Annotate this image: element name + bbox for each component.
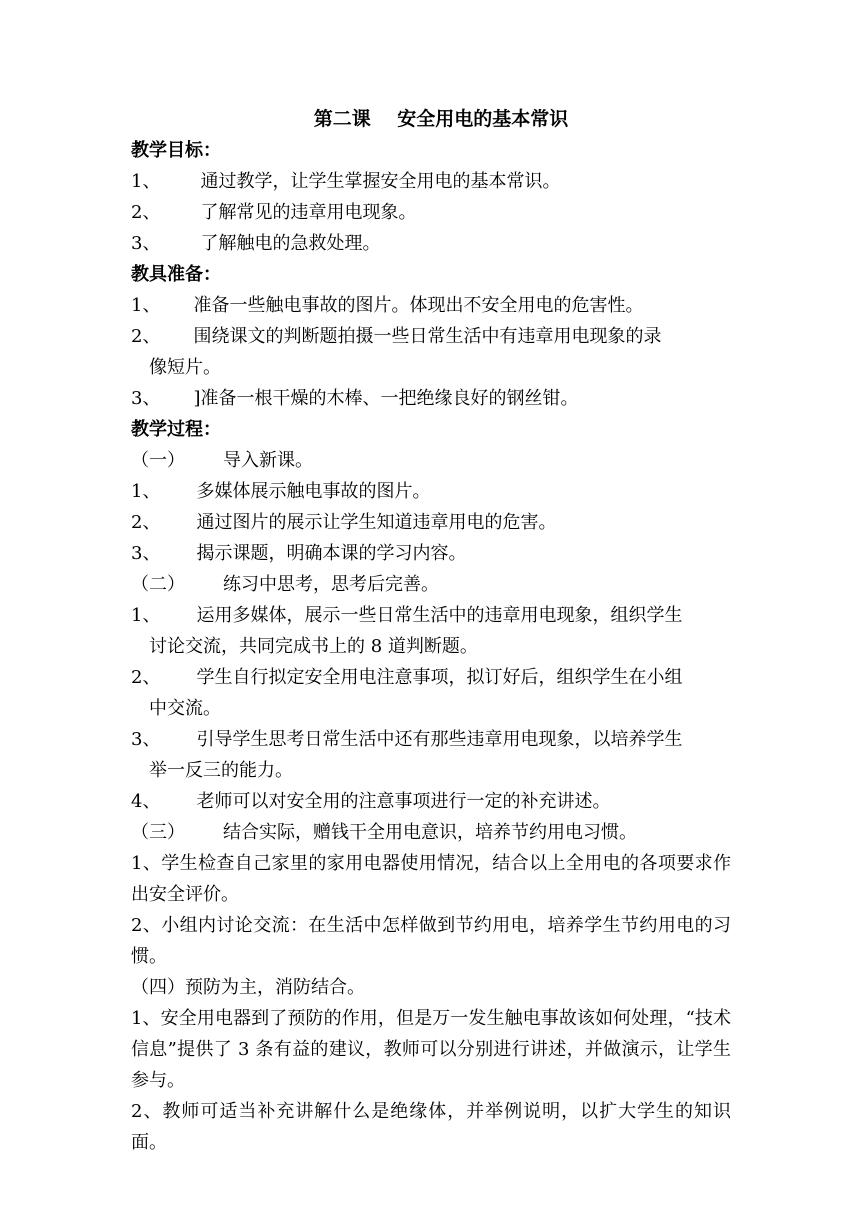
item-number: 3、	[131, 233, 161, 254]
step-item	[131, 476, 731, 507]
item-text: 老师可以对安全用的注意事项进行一定的补充讲述。	[196, 791, 611, 812]
item-text: 引导学生思考日常生活中还有那些违章用电现象，以培养学生	[196, 729, 683, 750]
item-number: 3、	[131, 543, 161, 564]
section-number: （一）	[131, 450, 185, 471]
material-item	[131, 321, 731, 352]
item-text-continued: 举一反三的能力。	[149, 760, 293, 781]
item-text: 准备一些触电事故的图片。体现出不安全用电的危害性。	[193, 295, 644, 316]
lesson-title: 第二课 安全用电的基本常识	[313, 108, 569, 130]
materials-heading: 教具准备：	[131, 264, 221, 285]
objective-item	[131, 197, 731, 228]
step-item	[131, 662, 731, 693]
section-title: 练习中思考，思考后完善。	[223, 574, 439, 595]
step-item	[131, 507, 731, 538]
objective-item	[131, 228, 731, 259]
paragraph: 2、小组内讨论交流：在生活中怎样做到节约用电，培养学生节约用电的习惯。	[131, 915, 731, 967]
material-item	[131, 290, 731, 321]
item-text-continued: 像短片。	[149, 357, 221, 378]
item-text: 运用多媒体，展示一些日常生活中的违章用电现象，组织学生	[196, 605, 683, 626]
item-number: 3、	[131, 388, 161, 409]
step-item	[131, 600, 731, 631]
item-text: ]准备一根干燥的木棒、一把绝缘良好的钢丝钳。	[193, 388, 579, 409]
item-number: 2、	[131, 667, 161, 688]
item-text: 通过教学，让学生掌握安全用电的基本常识。	[200, 171, 561, 192]
item-text-continued: 中交流。	[149, 698, 221, 719]
item-number: 2、	[131, 202, 161, 223]
item-number: 1、	[131, 171, 161, 192]
section-four-title: （四）预防为主，消防结合。	[131, 977, 365, 998]
item-text: 多媒体展示触电事故的图片。	[196, 481, 431, 502]
paragraph: 1、安全用电器到了预防的作用，但是万一发生触电事故该如何处理，“技术信息”提供了 3 条有益的建议，教师可以分别进行讲述，并做演示，让学生参与。	[131, 1008, 731, 1091]
section-number: （二）	[131, 574, 185, 595]
section-two-title	[131, 569, 731, 600]
section-one-title	[131, 445, 731, 476]
item-number: 2、	[131, 512, 161, 533]
item-text: 了解常见的违章用电现象。	[200, 202, 417, 223]
objective-item	[131, 166, 731, 197]
section-title: 结合实际，赠钱干全用电意识，培养节约用电习惯。	[223, 822, 637, 843]
step-item	[131, 786, 731, 817]
step-item	[131, 538, 731, 569]
step-item	[131, 724, 731, 755]
item-text: 了解触电的急救处理。	[200, 233, 381, 254]
item-number: 1、	[131, 295, 161, 316]
item-number: 1、	[131, 481, 161, 502]
section-number: （三）	[131, 822, 185, 843]
item-text: 学生自行拟定安全用电注意事项，拟订好后，组织学生在小组	[196, 667, 683, 688]
item-text: 通过图片的展示让学生知道违章用电的危害。	[196, 512, 557, 533]
document-page	[131, 104, 731, 1158]
paragraph: 1、学生检查自己家里的家用电器使用情况，结合以上全用电的各项要求作出安全评价。	[131, 853, 731, 905]
paragraph: 2、教师可适当补充讲解什么是绝缘体，并举例说明，以扩大学生的知识面。	[131, 1101, 731, 1153]
item-number: 2、	[131, 326, 161, 347]
item-text: 围绕课文的判断题拍摄一些日常生活中有违章用电现象的录	[193, 326, 662, 347]
objectives-heading: 教学目标：	[131, 140, 221, 161]
item-number: 3、	[131, 729, 161, 750]
item-text: 揭示课题，明确本课的学习内容。	[196, 543, 467, 564]
item-text-continued: 讨论交流，共同完成书上的 8 道判断题。	[149, 636, 478, 657]
item-number: 1、	[131, 605, 161, 626]
process-heading: 教学过程：	[131, 419, 221, 440]
section-title: 导入新课。	[223, 450, 313, 471]
section-three-title	[131, 817, 731, 848]
item-number: 4、	[131, 791, 161, 812]
material-item	[131, 383, 731, 414]
